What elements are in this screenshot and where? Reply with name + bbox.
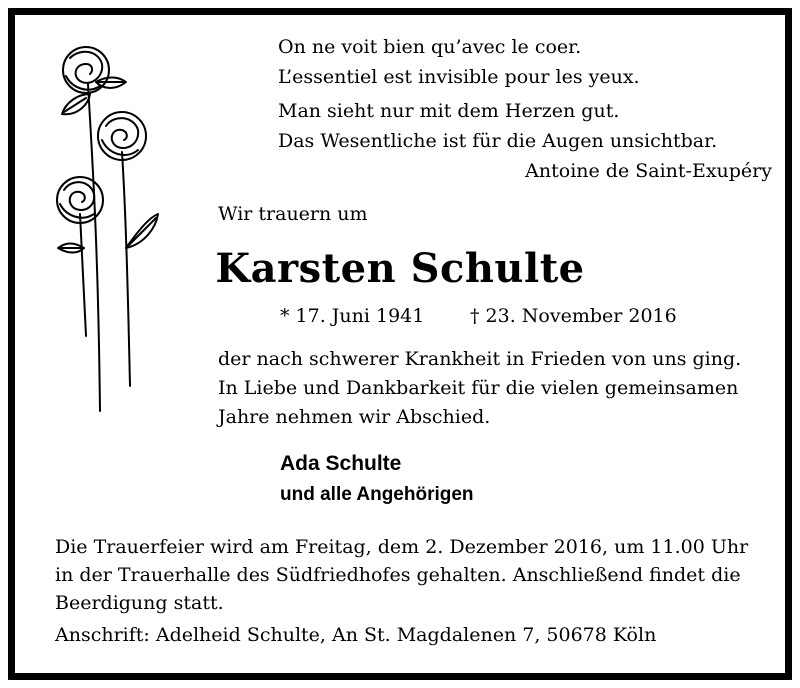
message-line-3: Jahre nehmen wir Abschied. bbox=[218, 406, 491, 428]
intro-text: Wir trauern um bbox=[218, 203, 368, 225]
quote-fr-line-1: On ne voit bien qu’avec le coer. bbox=[278, 36, 582, 58]
funeral-line-2: in der Trauerhalle des Südfriedhofes gehalten. Anschließend findet die bbox=[55, 564, 741, 586]
message-line-2: In Liebe und Dankbarkeit für die vielen gemeinsamen bbox=[218, 377, 739, 399]
quote-de-line-1: Man sieht nur mit dem Herzen gut. bbox=[278, 100, 620, 122]
funeral-line-3: Beerdigung statt. bbox=[55, 592, 224, 614]
birth-date: * 17. Juni 1941 bbox=[280, 305, 425, 327]
death-date: † 23. November 2016 bbox=[470, 305, 677, 327]
address-text: Anschrift: Adelheid Schulte, An St. Magdalenen 7, 50678 Köln bbox=[55, 624, 657, 646]
quote-de-line-2: Das Wesentliche ist für die Augen unsichtbar. bbox=[278, 130, 718, 152]
signature-family: und alle Angehörigen bbox=[280, 484, 474, 505]
signature-name: Ada Schulte bbox=[280, 452, 402, 475]
quote-fr-line-2: L’essentiel est invisible pour les yeux. bbox=[278, 66, 640, 88]
deceased-name: Karsten Schulte bbox=[215, 245, 585, 292]
message-line-1: der nach schwerer Krankheit in Frieden von uns ging. bbox=[218, 348, 742, 370]
funeral-line-1: Die Trauerfeier wird am Freitag, dem 2. Dezember 2016, um 11.00 Uhr bbox=[55, 536, 749, 558]
quote-author: Antoine de Saint-Exupéry bbox=[525, 160, 772, 182]
roses-illustration-icon bbox=[40, 36, 170, 416]
